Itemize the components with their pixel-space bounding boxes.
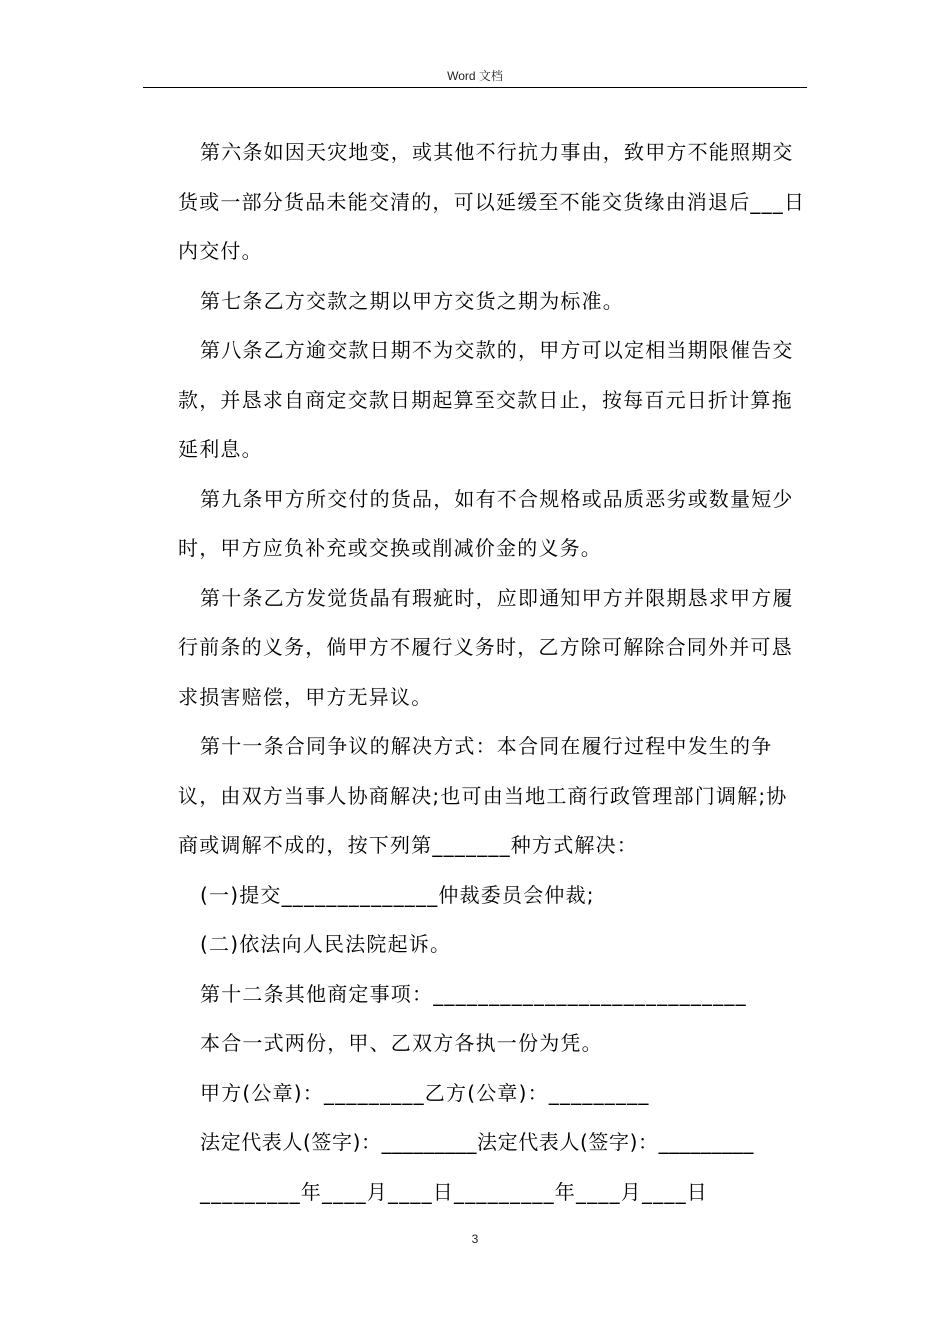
paragraph-article-12: 第十二条其他商定事项：____________________________ [200,981,747,1006]
paragraph-copies: 本合一式两份，甲、乙双方各执一份为凭。 [200,1031,603,1055]
page-number: 3 [471,1232,479,1246]
header-divider [143,87,807,88]
page-header-title: Word 文档 [447,69,503,83]
signature-seal-line: 甲方(公章)：_________乙方(公章)：_________ [200,1080,650,1105]
paragraph-article-9: 第九条甲方所交付的货品，如有不合规格或品质恶劣或数量短少时，甲方应负补充或交换或削减价金的义务。 [178,486,794,560]
paragraph-option-1: (一)提交______________仲裁委员会仲裁; [200,882,595,907]
paragraph-article-10: 第十条乙方发觉货晶有瑕疵时，应即通知甲方并限期恳求甲方履行前条的义务，倘甲方不履行义务时，乙方除可解除合同外并可恳求损害赔偿，甲方无异议。 [178,585,794,709]
signature-date-line: _________年____月____日_________年____月____日 [200,1179,708,1204]
signature-representative-line: 法定代表人(签字)：_________法定代表人(签字)：_________ [200,1130,755,1154]
paragraph-article-11: 第十一条合同争议的解决方式：本合同在履行过程中发生的争议，由双方当事人协商解决;也可由当地工商行政管理部门调解;协商或调解不成的，按下列第_______种方式解决： [178,734,788,857]
paragraph-option-2: (二)依法向人民法院起诉。 [200,932,452,956]
document-body [178,128,808,1217]
paragraph-article-8: 第八条乙方逾交款日期不为交款的，甲方可以定相当期限催告交款，并恳求自商定交款日期起算至交款日止，按每百元日折计算拖延利息。 [178,338,794,461]
paragraph-article-6: 第六条如因天灾地变，或其他不行抗力事由，致甲方不能照期交货或一部分货品未能交清的，可以延缓至不能交货缘由消退后___日内交付。 [178,140,806,263]
paragraph-article-7: 第七条乙方交款之期以甲方交货之期为标准。 [200,288,624,313]
